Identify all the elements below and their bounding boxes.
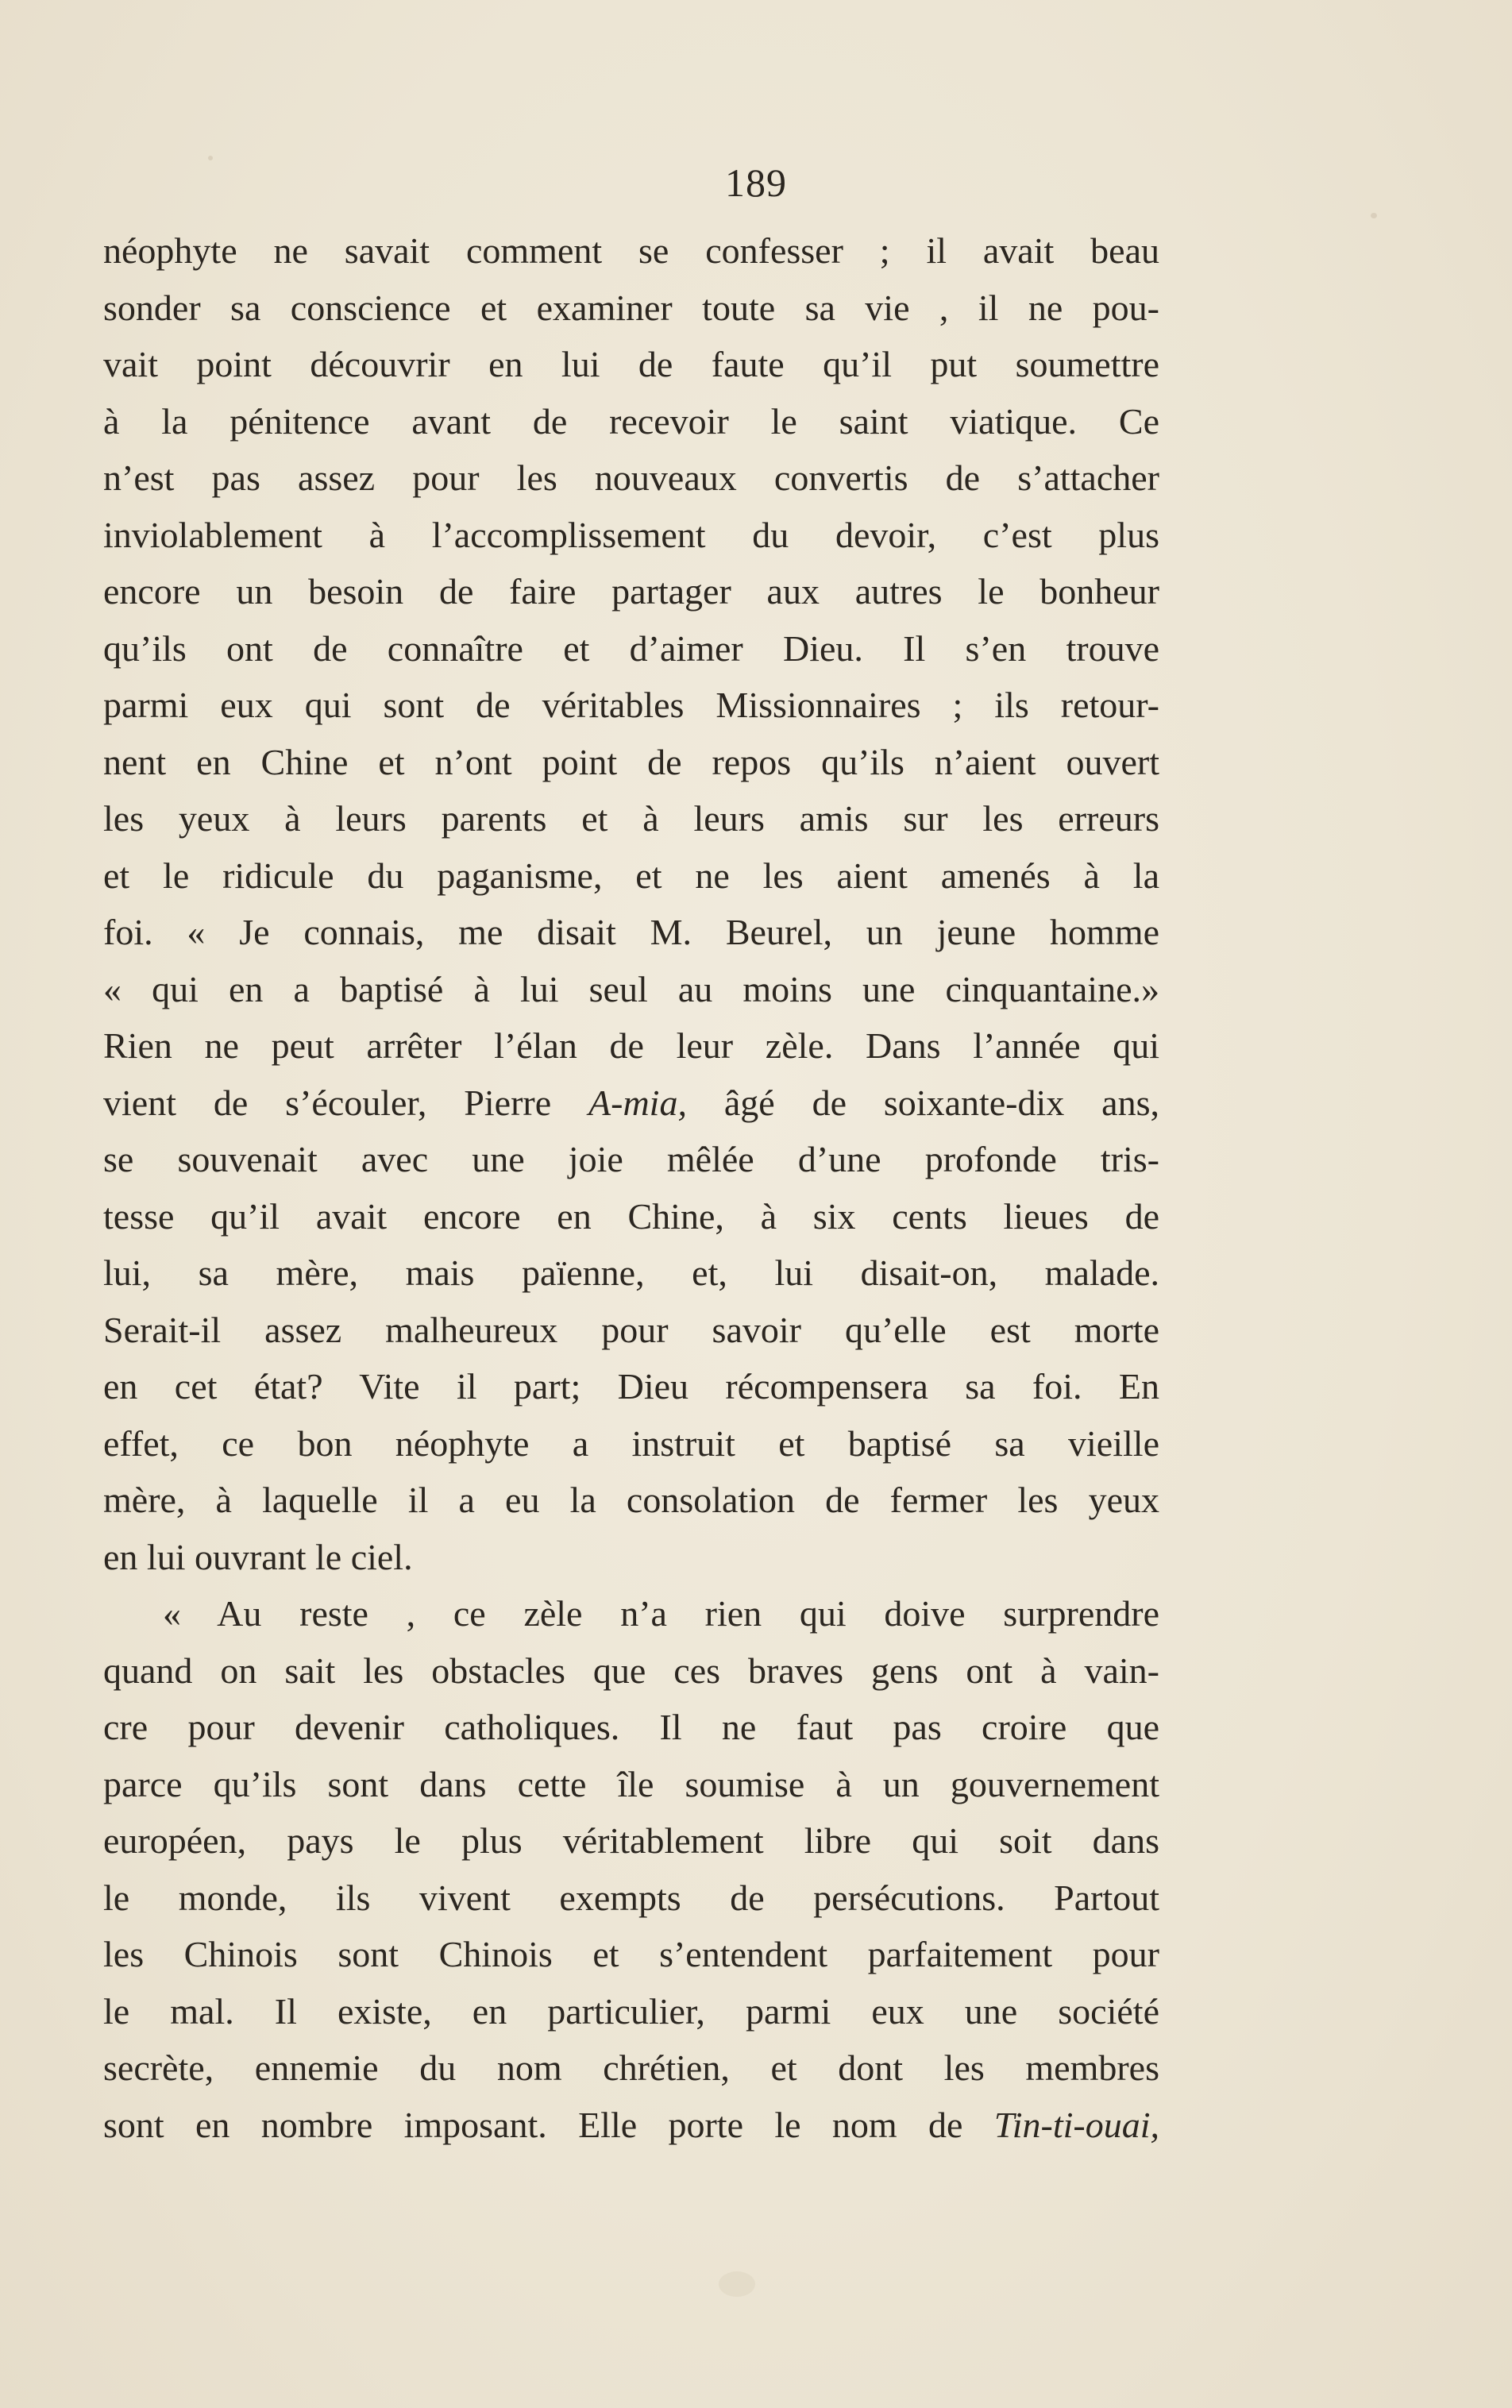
text-line: qu’ils ont de connaître et d’aimer Dieu. Il s’en trouve xyxy=(103,627,1159,669)
text-line: effet, ce bon néophyte a instruit et baptisé sa vieille xyxy=(103,1422,1159,1464)
paper-speck xyxy=(1371,213,1377,218)
paper-speck xyxy=(208,156,213,160)
text-line: cre pour devenir catholiques. Il ne faut pas croire que xyxy=(103,1707,1159,1747)
text-line: vait point découvrir en lui de faute qu’il put soumettre xyxy=(103,344,1159,384)
text-line xyxy=(103,1075,1159,1132)
text-line: encore un besoin de faire partager aux autres le bonheur xyxy=(103,571,1159,612)
text-line: Serait-il assez malheureux pour savoir qu’elle est morte xyxy=(103,1309,1159,1350)
text-line: Rien ne peut arrêter l’élan de leur zèle. Dans l’année qui xyxy=(103,1025,1159,1066)
text-run: vient de s’écouler, Pierre xyxy=(103,1082,589,1123)
text-line: les Chinois sont Chinois et s’entendent parfaitement pour xyxy=(103,1934,1159,1974)
text-line: à la pénitence avant de recevoir le saint viatique. Ce xyxy=(103,400,1159,442)
text-line: « qui en a baptisé à lui seul au moins une cinquantaine.» xyxy=(103,968,1159,1009)
text-run: sont en nombre imposant. Elle porte le nom de xyxy=(103,2104,994,2145)
paper-speck xyxy=(719,2271,755,2297)
text-line: foi. « Je connais, me disait M. Beurel, un jeune homme xyxy=(103,912,1159,952)
text-line: quand on sait les obstacles que ces braves gens ont à vain- xyxy=(103,1650,1159,1691)
text-line: mère, à laquelle il a eu la consolation de fermer les yeux xyxy=(103,1480,1159,1520)
text-line: le monde, ils vivent exempts de persécutions. Partout xyxy=(103,1877,1159,1918)
text-run: âgé de soixante-dix ans, xyxy=(686,1082,1159,1123)
text-line: en cet état? Vite il part; Dieu récompensera sa foi. En xyxy=(103,1366,1159,1407)
text-line: et le ridicule du paganisme, et ne les aient amenés à la xyxy=(103,855,1159,896)
text-line: le mal. Il existe, en particulier, parmi eux une société xyxy=(103,1990,1159,2032)
body-text xyxy=(103,222,1159,2153)
text-line: européen, pays le plus véritablement libre qui soit dans xyxy=(103,1820,1159,1861)
text-line: n’est pas assez pour les nouveaux convertis de s’attacher xyxy=(103,457,1159,498)
text-line: en lui ouvrant le ciel. xyxy=(103,1536,413,1577)
text-line xyxy=(103,2097,1159,2154)
italic-name: Tin-ti-ouai, xyxy=(993,2104,1159,2145)
page-number: 189 xyxy=(725,160,787,205)
text-line: lui, sa mère, mais païenne, et, lui disait-on, malade. xyxy=(103,1252,1159,1293)
text-line: nent en Chine et n’ont point de repos qu’ils n’aient ouvert xyxy=(103,741,1159,782)
text-line: néophyte ne savait comment se confesser ; il avait beau xyxy=(103,230,1159,271)
text-line: secrète, ennemie du nom chrétien, et dont les membres xyxy=(103,2047,1159,2088)
italic-name: A-mia, xyxy=(588,1082,687,1123)
text-line: tesse qu’il avait encore en Chine, à six cents lieues de xyxy=(103,1195,1159,1237)
text-line: parce qu’ils sont dans cette île soumise à un gouvernement xyxy=(103,1763,1159,1804)
paragraph-start-line: « Au reste , ce zèle n’a rien qui doive surprendre xyxy=(163,1593,1159,1634)
text-line: parmi eux qui sont de véritables Missionnaires ; ils retour- xyxy=(103,685,1159,725)
text-line: les yeux à leurs parents et à leurs amis sur les erreurs xyxy=(103,798,1159,839)
text-line: se souvenait avec une joie mêlée d’une profonde tris- xyxy=(103,1139,1159,1179)
text-line: inviolablement à l’accomplissement du devoir, c’est plus xyxy=(103,514,1159,555)
text-line: sonder sa conscience et examiner toute sa vie , il ne pou- xyxy=(103,287,1159,328)
